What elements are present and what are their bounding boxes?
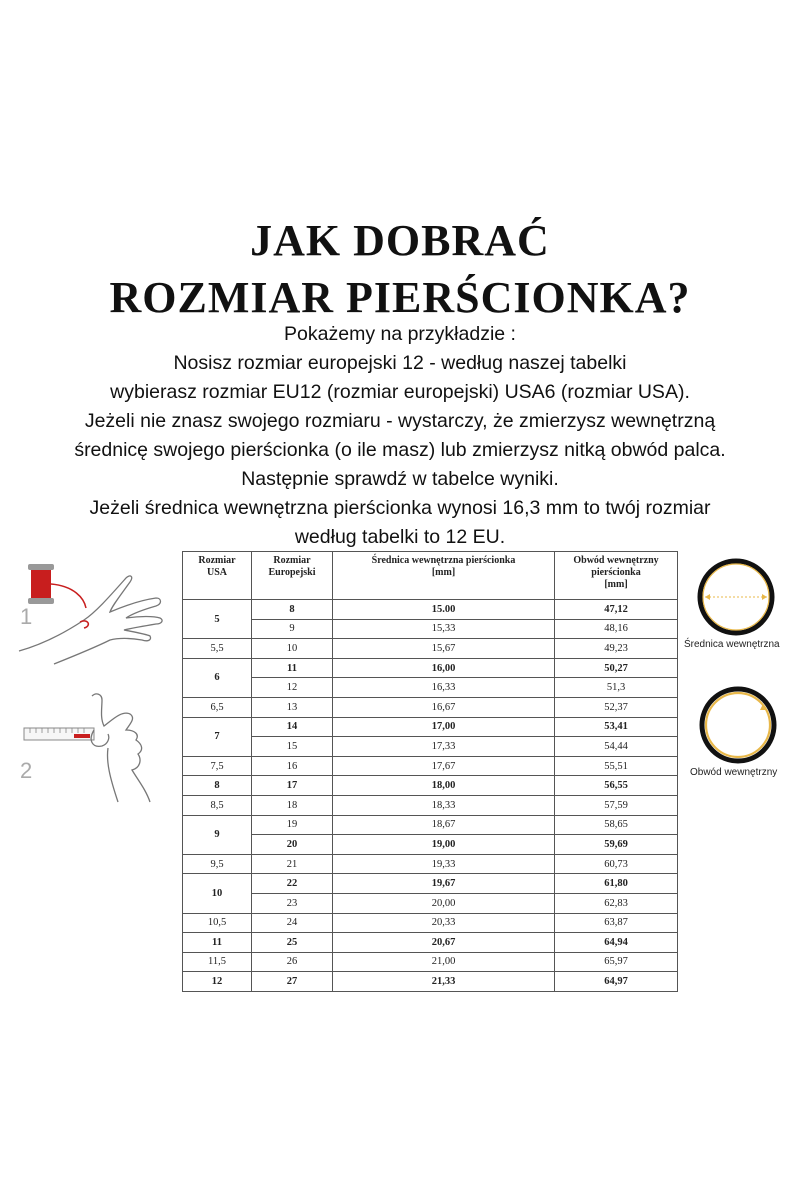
usa-size-cell: 5 xyxy=(183,600,252,639)
intro-line: Jeżeli średnica wewnętrzna pierścionka wynosi 16,3 mm to twój rozmiar xyxy=(89,497,711,519)
table-header-row xyxy=(183,552,678,600)
usa-size-cell: 5,5 xyxy=(183,639,252,659)
table-row xyxy=(183,972,678,992)
diameter-cell: 19,33 xyxy=(333,854,555,874)
table-row xyxy=(183,756,678,776)
circumference-cell: 64,97 xyxy=(555,972,678,992)
diameter-cell: 19,00 xyxy=(333,835,555,855)
header-usa-size: Rozmiar USA xyxy=(183,552,252,600)
diameter-cell: 20,33 xyxy=(333,913,555,933)
diameter-cell: 18,33 xyxy=(333,795,555,815)
circumference-cell: 48,16 xyxy=(555,619,678,639)
intro-line: Nosisz rozmiar europejski 12 - według naszej tabelki xyxy=(173,352,627,374)
circumference-label: Obwód wewnętrzny xyxy=(690,767,778,778)
intro-line: według tabelki to 12 EU. xyxy=(294,526,506,548)
usa-size-cell: 11 xyxy=(183,933,252,953)
diameter-cell: 21,00 xyxy=(333,952,555,972)
table-row xyxy=(183,697,678,717)
table-row xyxy=(183,795,678,815)
table-row xyxy=(183,639,678,659)
diameter-cell: 15,33 xyxy=(333,619,555,639)
eu-size-cell: 20 xyxy=(252,835,333,855)
diameter-cell: 16,00 xyxy=(333,658,555,678)
usa-size-cell: 6,5 xyxy=(183,697,252,717)
usa-size-cell: 12 xyxy=(183,972,252,992)
hand-ruler-icon xyxy=(22,690,157,805)
eu-size-cell: 11 xyxy=(252,658,333,678)
usa-size-cell: 7 xyxy=(183,717,252,756)
header-inner-diameter: Średnica wewnętrzna pierścionka [mm] xyxy=(333,552,555,600)
diameter-cell: 17,00 xyxy=(333,717,555,737)
eu-size-cell: 10 xyxy=(252,639,333,659)
usa-size-cell: 8 xyxy=(183,776,252,796)
table-row xyxy=(183,874,678,894)
intro-line: średnicę swojego pierścionka (o ile masz) lub zmierzysz nitką obwód palca. xyxy=(74,439,726,461)
eu-size-cell: 21 xyxy=(252,854,333,874)
usa-size-cell: 11,5 xyxy=(183,952,252,972)
ring-diameter-icon xyxy=(695,556,777,638)
table-row xyxy=(183,600,678,620)
circumference-cell: 56,55 xyxy=(555,776,678,796)
eu-size-cell: 27 xyxy=(252,972,333,992)
diameter-cell: 16,67 xyxy=(333,697,555,717)
intro-line: Następnie sprawdź w tabelce wyniki. xyxy=(241,468,559,490)
diameter-cell: 15.00 xyxy=(333,600,555,620)
diameter-cell: 19,67 xyxy=(333,874,555,894)
intro-line: Pokażemy na przykładzie : xyxy=(284,323,516,345)
eu-size-cell: 23 xyxy=(252,893,333,913)
usa-size-cell: 9,5 xyxy=(183,854,252,874)
usa-size-cell: 9 xyxy=(183,815,252,854)
intro-line: wybierasz rozmiar EU12 (rozmiar europejski) USA6 (rozmiar USA). xyxy=(110,381,690,403)
eu-size-cell: 25 xyxy=(252,933,333,953)
title-line-1: JAK DOBRAĆ xyxy=(250,216,550,265)
circumference-cell: 57,59 xyxy=(555,795,678,815)
table-row xyxy=(183,893,678,913)
table-row xyxy=(183,678,678,698)
table-row xyxy=(183,619,678,639)
circumference-cell: 63,87 xyxy=(555,913,678,933)
eu-size-cell: 24 xyxy=(252,913,333,933)
eu-size-cell: 26 xyxy=(252,952,333,972)
table-row xyxy=(183,854,678,874)
diameter-cell: 17,33 xyxy=(333,737,555,757)
circumference-cell: 52,37 xyxy=(555,697,678,717)
eu-size-cell: 19 xyxy=(252,815,333,835)
eu-size-cell: 15 xyxy=(252,737,333,757)
circumference-cell: 49,23 xyxy=(555,639,678,659)
eu-size-cell: 13 xyxy=(252,697,333,717)
step-1-number: 1 xyxy=(20,604,33,629)
circumference-cell: 62,83 xyxy=(555,893,678,913)
eu-size-cell: 16 xyxy=(252,756,333,776)
table-row xyxy=(183,933,678,953)
eu-size-cell: 18 xyxy=(252,795,333,815)
circumference-cell: 55,51 xyxy=(555,756,678,776)
diameter-cell: 18,67 xyxy=(333,815,555,835)
eu-size-cell: 22 xyxy=(252,874,333,894)
usa-size-cell: 6 xyxy=(183,658,252,697)
table-row xyxy=(183,717,678,737)
table-row xyxy=(183,952,678,972)
hand-thread-icon xyxy=(14,556,174,671)
step-2-number: 2 xyxy=(20,758,33,783)
eu-size-cell: 14 xyxy=(252,717,333,737)
eu-size-cell: 8 xyxy=(252,600,333,620)
diameter-label: Średnica wewnętrzna xyxy=(684,639,780,650)
diameter-cell: 21,33 xyxy=(333,972,555,992)
table-row xyxy=(183,737,678,757)
title-line-2: ROZMIAR PIERŚCIONKA? xyxy=(109,273,691,322)
usa-size-cell: 10 xyxy=(183,874,252,913)
table-row xyxy=(183,815,678,835)
diameter-cell: 18,00 xyxy=(333,776,555,796)
ring-circumference-icon xyxy=(697,684,779,766)
diameter-cell: 15,67 xyxy=(333,639,555,659)
diameter-cell: 17,67 xyxy=(333,756,555,776)
usa-size-cell: 10,5 xyxy=(183,913,252,933)
circumference-cell: 61,80 xyxy=(555,874,678,894)
table-body xyxy=(183,600,678,992)
circumference-cell: 51,3 xyxy=(555,678,678,698)
table-row xyxy=(183,913,678,933)
circumference-cell: 64,94 xyxy=(555,933,678,953)
circumference-cell: 59,69 xyxy=(555,835,678,855)
circumference-cell: 54,44 xyxy=(555,737,678,757)
usa-size-cell: 8,5 xyxy=(183,795,252,815)
header-eu-size: Rozmiar Europejski xyxy=(252,552,333,600)
header-inner-circumference: Obwód wewnętrzny pierścionka [mm] xyxy=(555,552,678,600)
diameter-cell: 16,33 xyxy=(333,678,555,698)
diameter-cell: 20,67 xyxy=(333,933,555,953)
eu-size-cell: 17 xyxy=(252,776,333,796)
circumference-cell: 58,65 xyxy=(555,815,678,835)
table-row xyxy=(183,835,678,855)
table-row xyxy=(183,776,678,796)
intro-line: Jeżeli nie znasz swojego rozmiaru - wystarczy, że zmierzysz wewnętrzną xyxy=(84,410,716,432)
intro-text xyxy=(20,320,780,552)
usa-size-cell: 7,5 xyxy=(183,756,252,776)
diameter-cell: 20,00 xyxy=(333,893,555,913)
eu-size-cell: 12 xyxy=(252,678,333,698)
circumference-cell: 50,27 xyxy=(555,658,678,678)
ring-size-table xyxy=(182,551,678,992)
circumference-cell: 53,41 xyxy=(555,717,678,737)
table-row xyxy=(183,658,678,678)
circumference-cell: 65,97 xyxy=(555,952,678,972)
circumference-cell: 47,12 xyxy=(555,600,678,620)
eu-size-cell: 9 xyxy=(252,619,333,639)
circumference-cell: 60,73 xyxy=(555,854,678,874)
